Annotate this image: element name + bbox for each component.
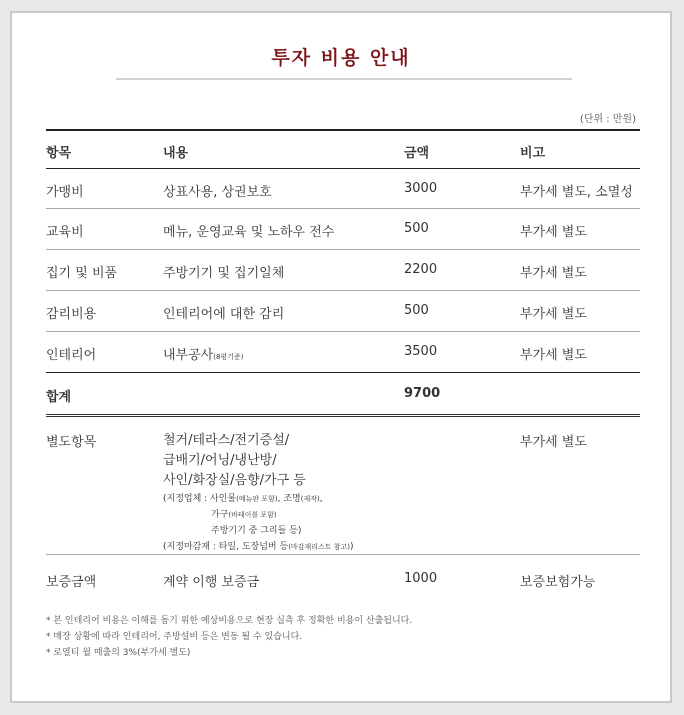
- table-row: [46, 209, 640, 250]
- row-amount: 2200: [404, 262, 438, 277]
- note-small: (마감재리스트 참고): [288, 543, 350, 551]
- footnote: * 매장 상황에 따라 인테리어, 주방설비 등은 변동 될 수 있습니다.: [46, 632, 303, 642]
- extra-item: 별도항목: [46, 435, 97, 450]
- table-row: [46, 250, 640, 291]
- row-content-small: (8평기준): [213, 353, 244, 361]
- note-text: (지정마감재 : 타일, 도장넘버 등: [163, 542, 289, 552]
- footnote: * 본 인테리어 비용은 이해를 돕기 위한 예상비용으로 현장 실측 후 정확한 비용이 산출됩니다.: [46, 616, 413, 626]
- deposit-row: [46, 555, 640, 603]
- row-item: 인테리어: [46, 348, 97, 363]
- unit-label: (단위 : 만원): [579, 114, 636, 125]
- row-amount: 3000: [404, 181, 438, 196]
- row-note: 부가세 별도: [520, 225, 587, 240]
- extra-note-line: [163, 491, 354, 507]
- extra-line: 철거/테라스/전기증설/: [163, 433, 290, 448]
- note-small: (메뉴판 포함): [236, 495, 278, 503]
- table-row: [46, 169, 640, 209]
- note-text: , 조명: [277, 494, 301, 504]
- note-text: ): [349, 542, 354, 552]
- row-amount: 500: [404, 303, 429, 318]
- deposit-amount: 1000: [404, 571, 438, 586]
- row-note: 부가세 별도: [520, 348, 587, 363]
- deposit-content: 계약 이행 보증금: [163, 575, 260, 590]
- note-text: ,: [319, 494, 323, 504]
- header-content: 내용: [163, 146, 189, 161]
- total-row: [46, 373, 640, 417]
- footnotes: [46, 613, 412, 661]
- total-label: 합계: [46, 390, 72, 405]
- deposit-note: 보증보험가능: [520, 575, 596, 590]
- row-item: 교육비: [46, 225, 84, 240]
- deposit-item: 보증금액: [46, 575, 97, 590]
- table-row: [46, 291, 640, 332]
- extra-line: 사인/화장실/음향/가구 등: [163, 473, 306, 488]
- row-note: 부가세 별도: [520, 266, 587, 281]
- header-item: 항목: [46, 146, 72, 161]
- note-small: (바테이블 포함): [228, 511, 277, 519]
- row-note: 부가세 별도, 소멸성: [520, 185, 633, 200]
- table-header-row: [46, 129, 640, 169]
- header-amount: 금액: [404, 146, 430, 161]
- title-divider: [116, 78, 572, 80]
- footnote: * 로열티 월 매출의 3%(부가세 별도): [46, 648, 191, 658]
- row-item: 감리비용: [46, 307, 97, 322]
- row-amount: 3500: [404, 344, 438, 359]
- note-text: 주방기기 중 그리들 등): [211, 526, 302, 536]
- extra-note-line: [163, 523, 354, 539]
- extra-note-line: [163, 507, 354, 523]
- extra-notes: [163, 491, 354, 555]
- extra-items-row: [46, 417, 640, 555]
- note-text: (지정업체 : 사인물: [163, 494, 237, 504]
- extra-line: 급배기/어닝/냉난방/: [163, 453, 277, 468]
- extra-note-line: [163, 539, 354, 555]
- cost-table: [46, 129, 640, 603]
- extra-note: 부가세 별도: [520, 435, 587, 450]
- row-content: 상표사용, 상권보호: [163, 185, 272, 200]
- row-content: 인테리어에 대한 감리: [163, 307, 285, 322]
- page-title: 투자 비용 안내: [271, 47, 411, 69]
- row-content: 주방기기 및 집기일체: [163, 266, 285, 281]
- row-content: 메뉴, 운영교육 및 노하우 전수: [163, 225, 335, 240]
- row-note: 부가세 별도: [520, 307, 587, 322]
- total-amount: 9700: [404, 386, 441, 401]
- note-text: 가구: [211, 510, 229, 520]
- row-item: 가맹비: [46, 185, 84, 200]
- table-row: [46, 332, 640, 373]
- row-content-main: 내부공사: [163, 348, 214, 363]
- row-item: 집기 및 비품: [46, 266, 118, 281]
- header-note: 비고: [520, 146, 546, 161]
- content-frame: [10, 11, 672, 703]
- row-amount: 500: [404, 221, 429, 236]
- note-small: (제작): [300, 495, 320, 503]
- extra-content: [163, 431, 306, 491]
- row-content: [163, 344, 243, 363]
